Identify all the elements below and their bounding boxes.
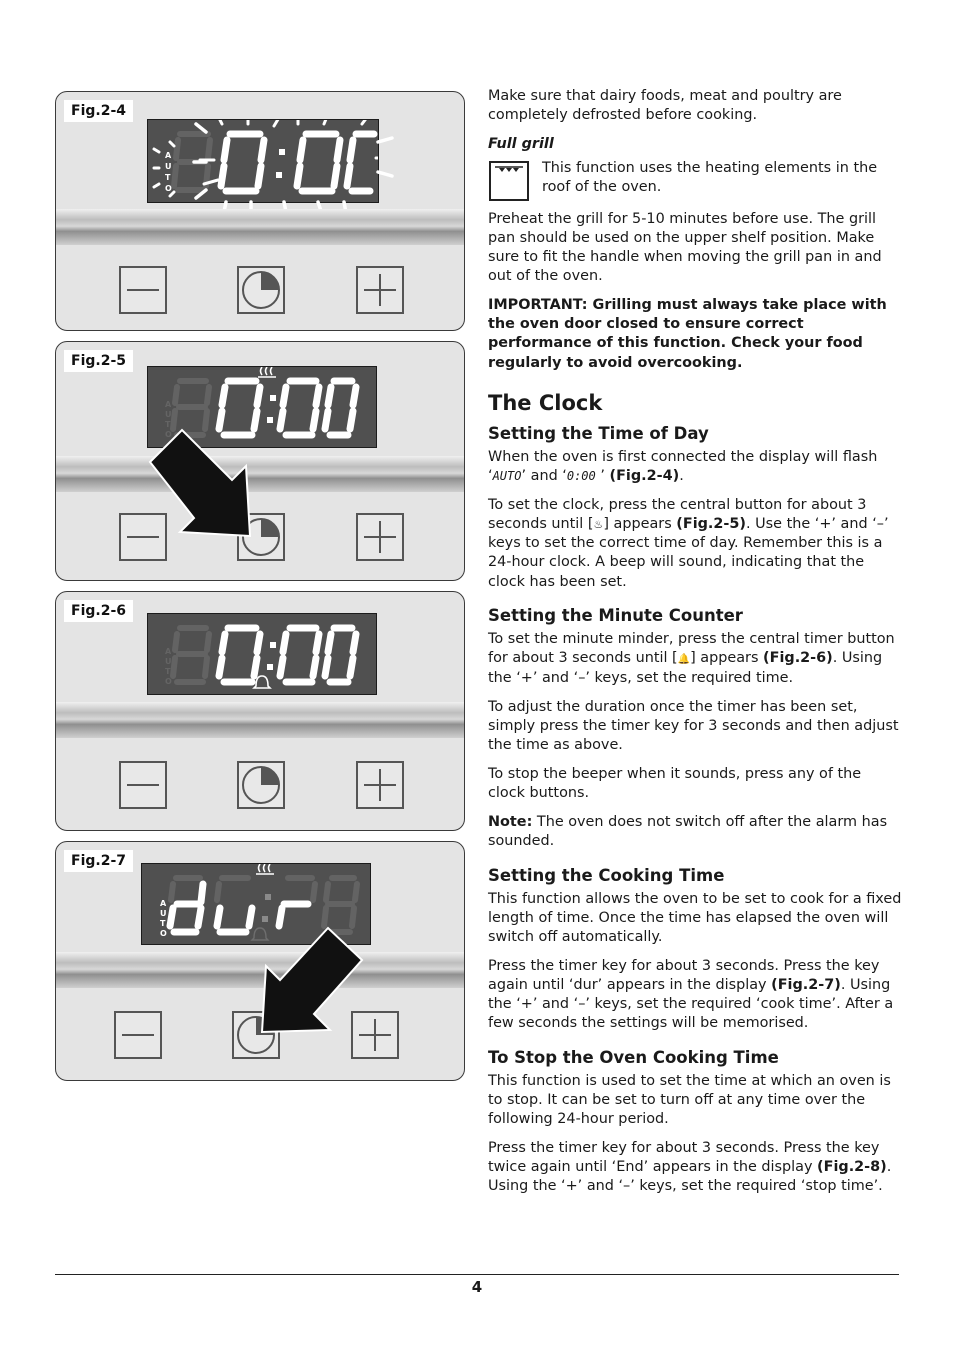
- cooking-paragraph-1: This function allows the oven to be set to cook for a fixed length of time. Once the time has elapsed the oven will switch off automatically.: [488, 890, 902, 946]
- minus-button[interactable]: [119, 266, 167, 314]
- svg-text:T: T: [165, 667, 171, 676]
- minute-paragraph-2: To adjust the duration once the timer has been set, simply press the timer key for 3 seconds and then adjust the time as above.: [488, 699, 899, 754]
- svg-text:A: A: [160, 899, 167, 908]
- plus-button[interactable]: [356, 761, 404, 809]
- press-arrow-icon: [56, 842, 465, 1081]
- press-arrow-icon: [56, 342, 465, 581]
- figure-label: Fig.2-4: [64, 100, 133, 122]
- figure-2-5: [55, 341, 465, 581]
- minute-paragraph-1: To set the minute minder, press the central timer button for about 3 seconds until [🔔] appears (Fig.2-6). Using the ‘+’ and ‘–’ keys, set the required time.: [488, 630, 895, 687]
- svg-text:U: U: [160, 909, 167, 918]
- control-band: [56, 702, 464, 738]
- minute-counter-heading: Setting the Minute Counter: [488, 605, 743, 625]
- svg-text:A: A: [165, 400, 172, 409]
- note-paragraph: Note: The oven does not switch off after the alarm has sounded.: [488, 814, 888, 850]
- svg-text:O: O: [165, 677, 172, 686]
- clock-set-icon: ♨: [593, 518, 604, 532]
- text-column: [488, 87, 902, 1206]
- plus-button[interactable]: [356, 266, 404, 314]
- figure-2-7: [55, 841, 465, 1081]
- svg-text:T: T: [160, 919, 166, 928]
- svg-text:A: A: [165, 647, 172, 656]
- svg-text:U: U: [165, 657, 172, 666]
- svg-text:O: O: [165, 430, 172, 439]
- page-number: 4: [471, 1278, 483, 1296]
- timer-button[interactable]: [237, 266, 285, 314]
- clock-heading: The Clock: [488, 390, 603, 415]
- full-grill-description: This function uses the heating elements in the roof of the oven.: [542, 159, 878, 195]
- figure-label: Fig.2-7: [64, 850, 133, 872]
- full-grill-row: [488, 159, 902, 203]
- minute-paragraph-3: To stop the beeper when it sounds, press any of the clock buttons.: [488, 766, 862, 802]
- minus-button[interactable]: [119, 761, 167, 809]
- svg-text:T: T: [165, 173, 171, 182]
- footer-rule: [55, 1274, 899, 1275]
- svg-text:U: U: [165, 410, 172, 419]
- stop-paragraph-2: Press the timer key for about 3 seconds. Press the key twice again until ‘End’ appears in the display (Fig.2-8). Using the ‘+’ and ‘–’ keys, set the required ‘stop time’.: [488, 1139, 892, 1195]
- timer-button[interactable]: [237, 761, 285, 809]
- figure-label: Fig.2-5: [64, 350, 133, 372]
- bell-icon: 🔔: [677, 654, 691, 666]
- auto-indicator: A: [165, 151, 172, 160]
- control-band: [56, 209, 464, 245]
- cooking-paragraph-2: Press the timer key for about 3 seconds. Press the key again until ‘dur’ appears in the display (Fig.2-7). Using the ‘+’ and ‘–’ keys, set the required ‘cook time’. After a few seconds the settings will be memorised.: [488, 957, 894, 1032]
- stop-paragraph-1: This function is used to set the time at which an oven is to stop. It can be set to turn off at any time over the following 24-hour period.: [488, 1072, 891, 1128]
- figure-2-4: [55, 91, 465, 331]
- plus-icon: [364, 769, 396, 801]
- svg-text:U: U: [165, 162, 172, 171]
- timer-clock-icon: [239, 268, 283, 312]
- time-of-day-paragraph-2: To set the clock, press the central button for about 3 seconds until [♨] appears (Fig.2-5). Use the ‘+’ and ‘–’ keys to set the correct time of day. Remember this is a 24-hour clock. A beep will sound, indicating that the clock has been set.: [488, 496, 889, 590]
- clock-display: [147, 613, 377, 695]
- full-grill-icon: [489, 161, 529, 201]
- full-grill-heading: Full grill: [488, 136, 554, 153]
- important-text: IMPORTANT: Grilling must always take place with the oven door closed to ensure correct performance of this function. Check your food regularly to avoid overcooking.: [488, 297, 887, 371]
- intro-text: Make sure that dairy foods, meat and poultry are completely defrosted before cooking.: [488, 88, 842, 124]
- preheat-text: Preheat the grill for 5-10 minutes before use. The grill pan should be used on the upper shelf position. Make sure to fit the handle when moving the grill pan in and out of the oven.: [488, 210, 882, 285]
- cooking-time-heading: Setting the Cooking Time: [488, 865, 725, 885]
- plus-icon: [364, 274, 396, 306]
- time-of-day-heading: Setting the Time of Day: [488, 423, 709, 443]
- figure-label: Fig.2-6: [64, 600, 133, 622]
- stop-cooking-heading: To Stop the Oven Cooking Time: [488, 1047, 779, 1067]
- svg-text:O: O: [160, 929, 167, 938]
- svg-text:O: O: [165, 184, 172, 193]
- timer-clock-icon: [239, 763, 283, 807]
- time-of-day-paragraph-1: When the oven is first connected the display will flash ‘AUTO’ and ‘0:00 ’ (Fig.2-4).: [488, 448, 878, 485]
- figure-2-6: [55, 591, 465, 831]
- svg-text:T: T: [165, 420, 171, 429]
